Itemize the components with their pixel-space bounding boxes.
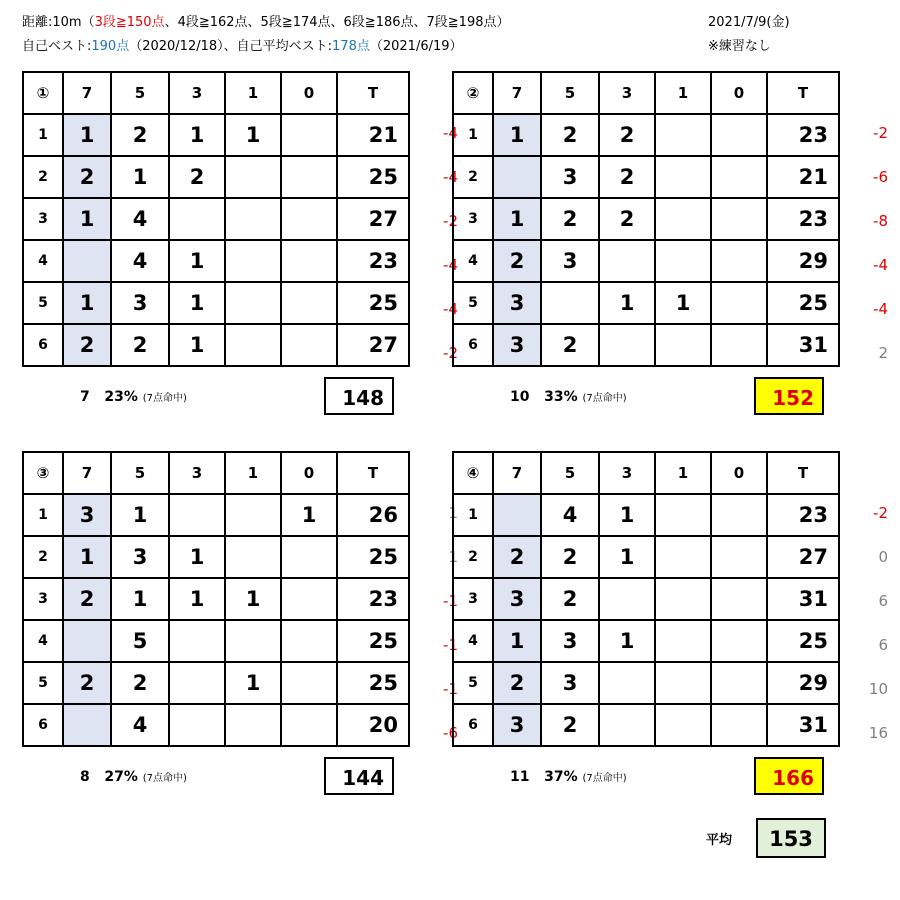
end-difference: 10 xyxy=(868,680,888,698)
count-cell: 1 xyxy=(111,156,169,198)
seven-hit-count: 10 xyxy=(510,389,530,405)
count-cell xyxy=(63,620,111,662)
round-number: ③ xyxy=(23,452,63,494)
table-header-row xyxy=(453,72,839,114)
end-number: 4 xyxy=(23,240,63,282)
column-header: T xyxy=(337,72,409,114)
score-table xyxy=(452,451,840,747)
count-cell xyxy=(281,324,337,366)
count-cell xyxy=(655,578,711,620)
count-cell xyxy=(655,324,711,366)
hit-stats xyxy=(80,389,187,405)
count-cell xyxy=(281,704,337,746)
end-difference: -1 xyxy=(443,636,458,654)
count-cell xyxy=(281,662,337,704)
count-cell: 1 xyxy=(111,494,169,536)
column-header: 5 xyxy=(111,452,169,494)
count-cell: 1 xyxy=(225,578,281,620)
count-cell xyxy=(599,704,655,746)
end-difference: -4 xyxy=(443,168,458,186)
count-cell xyxy=(711,324,767,366)
round-total: 148 xyxy=(324,377,394,415)
table-row xyxy=(23,282,409,324)
count-cell: 1 xyxy=(655,282,711,324)
count-cell xyxy=(711,114,767,156)
count-cell xyxy=(63,704,111,746)
count-cell xyxy=(711,494,767,536)
count-cell xyxy=(541,282,599,324)
end-difference: 6 xyxy=(878,636,888,654)
end-difference: -6 xyxy=(873,168,888,186)
seven-hit-percent: 37% xyxy=(544,769,578,785)
count-cell xyxy=(225,536,281,578)
end-number: 1 xyxy=(23,494,63,536)
count-cell xyxy=(169,198,225,240)
end-total: 23 xyxy=(767,198,839,240)
column-header: 5 xyxy=(541,72,599,114)
count-cell xyxy=(599,324,655,366)
end-difference: -4 xyxy=(443,300,458,318)
best-prefix: 自己ベスト: xyxy=(22,39,92,54)
end-number: 3 xyxy=(453,578,493,620)
count-cell: 1 xyxy=(169,578,225,620)
end-total: 25 xyxy=(337,156,409,198)
count-cell: 1 xyxy=(169,114,225,156)
count-cell: 1 xyxy=(281,494,337,536)
seven-hit-count: 8 xyxy=(80,769,90,785)
table-row xyxy=(23,324,409,366)
round-number: ② xyxy=(453,72,493,114)
header-distance-line xyxy=(22,14,510,32)
score-table xyxy=(22,451,410,747)
count-cell xyxy=(63,240,111,282)
count-cell xyxy=(169,662,225,704)
table-row xyxy=(23,494,409,536)
count-cell: 5 xyxy=(111,620,169,662)
table-row xyxy=(453,156,839,198)
table-row xyxy=(23,156,409,198)
end-difference: -2 xyxy=(873,124,888,142)
column-header: 3 xyxy=(169,72,225,114)
count-cell: 2 xyxy=(541,704,599,746)
seven-hit-note: (7点命中) xyxy=(582,393,627,404)
hit-stats xyxy=(510,769,627,785)
count-cell: 2 xyxy=(599,114,655,156)
avg-best-value: 178点 xyxy=(332,39,370,54)
count-cell: 2 xyxy=(599,198,655,240)
end-difference: -8 xyxy=(873,212,888,230)
table-row xyxy=(23,662,409,704)
rank3-threshold: 3段≧150点 xyxy=(94,15,165,30)
count-cell xyxy=(281,114,337,156)
count-cell: 1 xyxy=(63,536,111,578)
end-number: 4 xyxy=(23,620,63,662)
count-cell xyxy=(655,620,711,662)
count-cell: 2 xyxy=(493,536,541,578)
score-table xyxy=(452,71,840,367)
table-row xyxy=(23,704,409,746)
count-cell xyxy=(711,620,767,662)
table-row xyxy=(23,620,409,662)
count-cell: 2 xyxy=(541,536,599,578)
count-cell: 2 xyxy=(541,114,599,156)
table-header-row xyxy=(453,452,839,494)
column-header: 1 xyxy=(225,452,281,494)
round-total: 152 xyxy=(754,377,824,415)
count-cell xyxy=(655,198,711,240)
column-header: 0 xyxy=(281,452,337,494)
count-cell: 1 xyxy=(493,620,541,662)
column-header: 3 xyxy=(169,452,225,494)
table-header-row xyxy=(23,452,409,494)
column-header: 5 xyxy=(111,72,169,114)
column-header: T xyxy=(337,452,409,494)
table-row xyxy=(453,324,839,366)
table-row xyxy=(453,662,839,704)
count-cell: 3 xyxy=(111,282,169,324)
seven-hit-percent: 27% xyxy=(104,769,138,785)
end-number: 6 xyxy=(453,324,493,366)
seven-hit-count: 11 xyxy=(510,769,530,785)
count-cell xyxy=(655,156,711,198)
count-cell xyxy=(225,240,281,282)
table-header-row xyxy=(23,72,409,114)
round-panel-3 xyxy=(22,451,458,790)
round-number: ④ xyxy=(453,452,493,494)
average-label: 平均 xyxy=(706,833,733,848)
count-cell: 1 xyxy=(493,198,541,240)
count-cell xyxy=(599,662,655,704)
count-cell xyxy=(655,704,711,746)
end-difference: -4 xyxy=(873,300,888,318)
hit-stats xyxy=(510,389,627,405)
end-number: 3 xyxy=(23,578,63,620)
end-number: 1 xyxy=(453,494,493,536)
end-number: 2 xyxy=(453,536,493,578)
count-cell xyxy=(281,240,337,282)
seven-hit-note: (7点命中) xyxy=(582,773,627,784)
end-number: 3 xyxy=(453,198,493,240)
end-total: 25 xyxy=(337,536,409,578)
end-number: 4 xyxy=(453,240,493,282)
count-cell: 1 xyxy=(493,114,541,156)
table-row xyxy=(453,536,839,578)
count-cell: 3 xyxy=(541,662,599,704)
count-cell xyxy=(281,578,337,620)
count-cell xyxy=(225,198,281,240)
seven-hit-percent: 33% xyxy=(544,389,578,405)
count-cell: 3 xyxy=(541,156,599,198)
count-cell xyxy=(655,114,711,156)
count-cell: 1 xyxy=(225,114,281,156)
end-difference: -4 xyxy=(873,256,888,274)
end-total: 31 xyxy=(767,704,839,746)
end-number: 3 xyxy=(23,198,63,240)
column-header: 7 xyxy=(63,72,111,114)
end-total: 20 xyxy=(337,704,409,746)
table-row xyxy=(453,114,839,156)
end-total: 25 xyxy=(337,662,409,704)
count-cell: 3 xyxy=(541,620,599,662)
end-total: 25 xyxy=(767,282,839,324)
end-total: 31 xyxy=(767,324,839,366)
count-cell xyxy=(281,282,337,324)
count-cell: 2 xyxy=(111,324,169,366)
end-difference: 1 xyxy=(448,504,458,522)
column-header: 5 xyxy=(541,452,599,494)
round-panel-1 xyxy=(22,71,458,410)
count-cell xyxy=(281,620,337,662)
count-cell xyxy=(493,494,541,536)
end-total: 21 xyxy=(767,156,839,198)
column-header: 7 xyxy=(493,452,541,494)
count-cell xyxy=(493,156,541,198)
end-number: 5 xyxy=(23,282,63,324)
best-date: （2020/12/18）、自己平均ベスト: xyxy=(129,39,333,54)
table-row xyxy=(453,578,839,620)
count-cell xyxy=(711,704,767,746)
count-cell xyxy=(599,578,655,620)
end-difference: -2 xyxy=(873,504,888,522)
seven-hit-note: (7点命中) xyxy=(142,393,187,404)
end-number: 5 xyxy=(453,662,493,704)
column-header: 7 xyxy=(493,72,541,114)
count-cell xyxy=(281,536,337,578)
count-cell: 1 xyxy=(599,620,655,662)
count-cell: 3 xyxy=(493,282,541,324)
count-cell xyxy=(711,578,767,620)
end-number: 5 xyxy=(23,662,63,704)
end-difference: -4 xyxy=(443,256,458,274)
table-row xyxy=(23,198,409,240)
round-panel-4 xyxy=(452,451,888,790)
distance-prefix: 距離:10m（ xyxy=(22,15,95,30)
table-row xyxy=(23,536,409,578)
end-number: 6 xyxy=(23,324,63,366)
end-number: 4 xyxy=(453,620,493,662)
end-number: 1 xyxy=(23,114,63,156)
count-cell xyxy=(281,156,337,198)
count-cell: 1 xyxy=(169,240,225,282)
count-cell: 3 xyxy=(493,578,541,620)
end-total: 27 xyxy=(337,324,409,366)
count-cell xyxy=(711,536,767,578)
table-row xyxy=(23,114,409,156)
best-value: 190点 xyxy=(91,39,130,54)
end-number: 6 xyxy=(453,704,493,746)
round-panel-2 xyxy=(452,71,888,410)
column-header: 3 xyxy=(599,72,655,114)
count-cell: 3 xyxy=(493,704,541,746)
end-number: 6 xyxy=(23,704,63,746)
count-cell xyxy=(281,198,337,240)
round-total: 166 xyxy=(754,757,824,795)
count-cell xyxy=(225,620,281,662)
column-header: 0 xyxy=(711,452,767,494)
end-number: 2 xyxy=(23,156,63,198)
end-number: 5 xyxy=(453,282,493,324)
column-header: 0 xyxy=(281,72,337,114)
column-header: 0 xyxy=(711,72,767,114)
count-cell: 2 xyxy=(493,240,541,282)
count-cell xyxy=(655,240,711,282)
count-cell xyxy=(169,704,225,746)
count-cell xyxy=(225,704,281,746)
count-cell: 1 xyxy=(63,114,111,156)
score-table xyxy=(22,71,410,367)
end-difference: -2 xyxy=(443,344,458,362)
seven-hit-count: 7 xyxy=(80,389,90,405)
end-difference: 0 xyxy=(878,548,888,566)
seven-hit-note: (7点命中) xyxy=(142,773,187,784)
count-cell: 4 xyxy=(111,704,169,746)
count-cell: 1 xyxy=(63,198,111,240)
count-cell: 4 xyxy=(111,240,169,282)
count-cell xyxy=(711,198,767,240)
column-header: 1 xyxy=(225,72,281,114)
round-total: 144 xyxy=(324,757,394,795)
count-cell: 2 xyxy=(63,662,111,704)
average-value: 153 xyxy=(756,818,826,858)
count-cell xyxy=(711,240,767,282)
end-number: 2 xyxy=(23,536,63,578)
table-row xyxy=(453,620,839,662)
count-cell: 2 xyxy=(111,114,169,156)
count-cell xyxy=(225,494,281,536)
count-cell xyxy=(655,536,711,578)
column-header: 7 xyxy=(63,452,111,494)
count-cell: 1 xyxy=(225,662,281,704)
end-difference: 1 xyxy=(448,548,458,566)
table-row xyxy=(23,578,409,620)
count-cell: 2 xyxy=(63,324,111,366)
end-number: 2 xyxy=(453,156,493,198)
end-total: 23 xyxy=(337,240,409,282)
count-cell xyxy=(225,282,281,324)
count-cell: 2 xyxy=(63,578,111,620)
count-cell xyxy=(599,240,655,282)
count-cell: 2 xyxy=(541,324,599,366)
end-number: 1 xyxy=(453,114,493,156)
count-cell: 3 xyxy=(111,536,169,578)
count-cell xyxy=(711,156,767,198)
header-best-line xyxy=(22,38,463,56)
count-cell xyxy=(711,282,767,324)
end-total: 25 xyxy=(337,620,409,662)
end-total: 26 xyxy=(337,494,409,536)
end-difference: 6 xyxy=(878,592,888,610)
table-row xyxy=(23,240,409,282)
end-total: 23 xyxy=(767,494,839,536)
count-cell: 4 xyxy=(541,494,599,536)
end-difference: -4 xyxy=(443,124,458,142)
count-cell: 4 xyxy=(111,198,169,240)
table-row xyxy=(453,494,839,536)
practice-note: ※練習なし xyxy=(708,39,771,54)
end-total: 29 xyxy=(767,240,839,282)
rank-thresholds: 、4段≧162点、5段≧174点、6段≧186点、7段≧198点） xyxy=(164,15,510,30)
count-cell: 3 xyxy=(541,240,599,282)
column-header: T xyxy=(767,452,839,494)
end-total: 27 xyxy=(767,536,839,578)
count-cell: 1 xyxy=(63,282,111,324)
count-cell: 1 xyxy=(599,494,655,536)
end-total: 27 xyxy=(337,198,409,240)
count-cell: 1 xyxy=(111,578,169,620)
count-cell xyxy=(225,324,281,366)
hit-stats xyxy=(80,769,187,785)
end-difference: 16 xyxy=(868,724,888,742)
count-cell: 2 xyxy=(599,156,655,198)
count-cell xyxy=(655,662,711,704)
count-cell xyxy=(711,662,767,704)
end-total: 23 xyxy=(337,578,409,620)
count-cell: 2 xyxy=(541,198,599,240)
table-row xyxy=(453,704,839,746)
table-row xyxy=(453,240,839,282)
column-header: 3 xyxy=(599,452,655,494)
count-cell xyxy=(655,494,711,536)
end-difference: -6 xyxy=(443,724,458,742)
count-cell: 1 xyxy=(599,282,655,324)
table-row xyxy=(453,282,839,324)
column-header: T xyxy=(767,72,839,114)
round-number: ① xyxy=(23,72,63,114)
count-cell xyxy=(225,156,281,198)
end-difference: 2 xyxy=(878,344,888,362)
count-cell: 2 xyxy=(63,156,111,198)
count-cell: 2 xyxy=(111,662,169,704)
table-row xyxy=(453,198,839,240)
count-cell: 1 xyxy=(599,536,655,578)
count-cell: 2 xyxy=(169,156,225,198)
end-total: 21 xyxy=(337,114,409,156)
count-cell xyxy=(169,494,225,536)
avg-best-date: （2021/6/19） xyxy=(369,39,463,54)
column-header: 1 xyxy=(655,72,711,114)
date-label: 2021/7/9(金) xyxy=(708,15,790,30)
column-header: 1 xyxy=(655,452,711,494)
count-cell: 3 xyxy=(493,324,541,366)
end-difference: -1 xyxy=(443,680,458,698)
count-cell: 2 xyxy=(541,578,599,620)
count-cell: 1 xyxy=(169,324,225,366)
seven-hit-percent: 23% xyxy=(104,389,138,405)
end-total: 23 xyxy=(767,114,839,156)
count-cell: 2 xyxy=(493,662,541,704)
count-cell: 3 xyxy=(63,494,111,536)
count-cell: 1 xyxy=(169,536,225,578)
end-total: 31 xyxy=(767,578,839,620)
end-total: 25 xyxy=(337,282,409,324)
count-cell xyxy=(169,620,225,662)
end-total: 25 xyxy=(767,620,839,662)
count-cell: 1 xyxy=(169,282,225,324)
end-total: 29 xyxy=(767,662,839,704)
end-difference: -1 xyxy=(443,592,458,610)
end-difference: -2 xyxy=(443,212,458,230)
